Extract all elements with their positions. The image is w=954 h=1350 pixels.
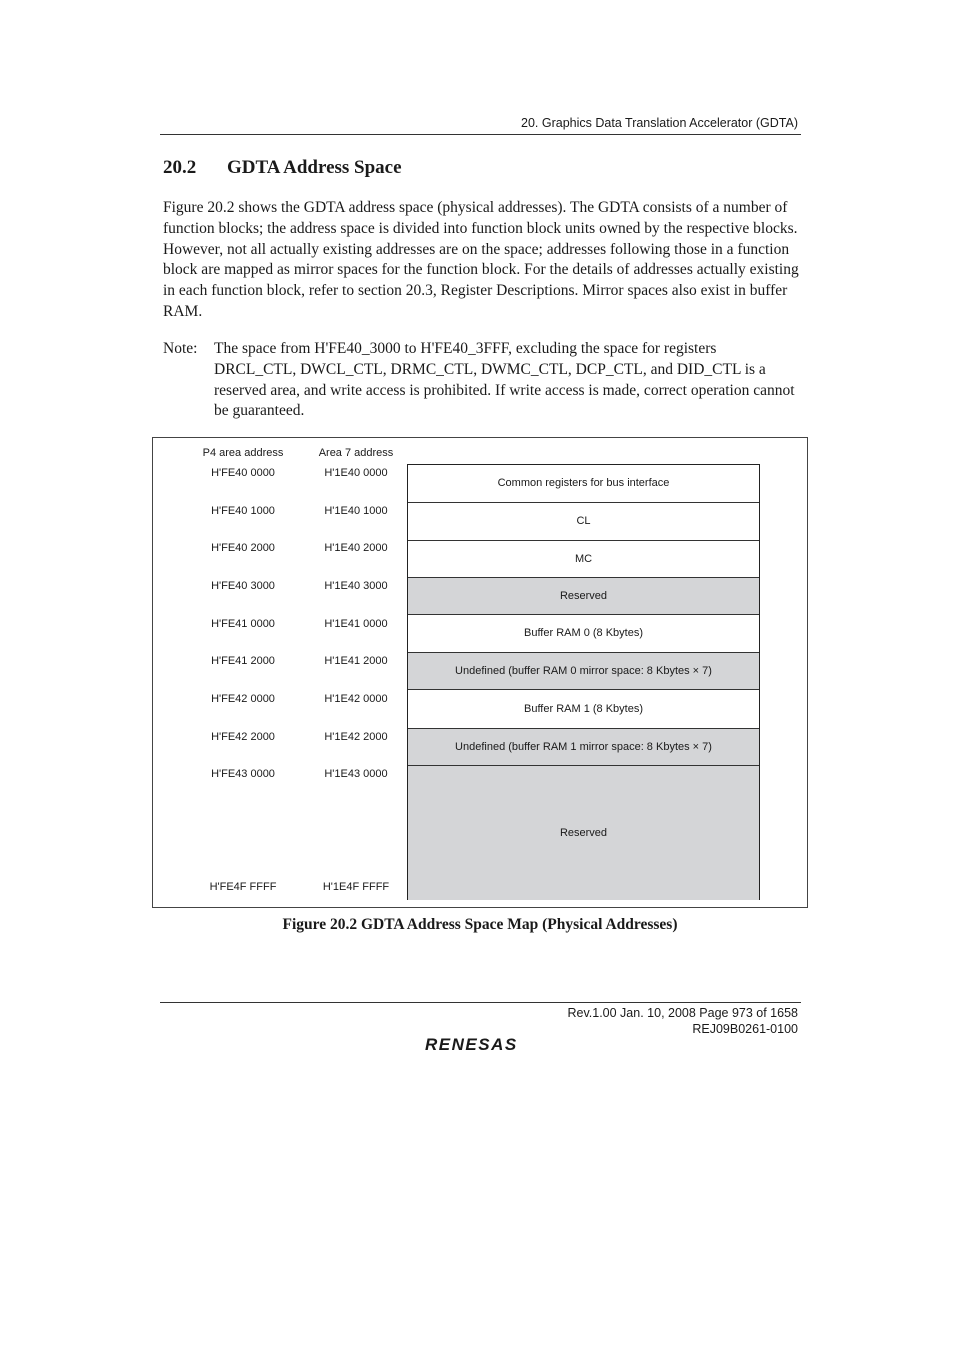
revision-info: Rev.1.00 Jan. 10, 2008 Page 973 of 1658	[567, 1006, 798, 1020]
address-block	[408, 540, 759, 577]
address-block	[408, 577, 759, 614]
address-block-label: MC	[574, 552, 593, 565]
p4-address-label: H'FE40 1000	[211, 505, 275, 517]
header-rule	[160, 134, 801, 135]
area7-address-label: H'1E40 1000	[324, 505, 388, 517]
address-block-label: Reserved	[559, 589, 608, 602]
address-block	[408, 502, 759, 540]
running-header: 20. Graphics Data Translation Accelerator (GDTA)	[521, 116, 798, 130]
address-block	[408, 689, 759, 728]
renesas-logo-text: RENESAS	[425, 1035, 518, 1054]
p4-address-label: H'FE41 0000	[211, 618, 275, 630]
figure-caption: Figure 20.2 GDTA Address Space Map (Physical Addresses)	[282, 916, 678, 933]
address-block-label: Undefined (buffer RAM 1 mirror space: 8 Kbytes × 7)	[455, 740, 712, 753]
document-number: REJ09B0261-0100	[692, 1021, 798, 1036]
address-space-map	[407, 464, 760, 900]
p4-address-label: H'FE43 0000	[211, 768, 275, 780]
address-block-label: Common registers for bus interface	[497, 476, 670, 489]
address-block-label: Undefined (buffer RAM 0 mirror space: 8 Kbytes × 7)	[455, 664, 712, 677]
p4-address-label: H'FE42 0000	[211, 693, 275, 705]
area7-address-label: H'1E40 0000	[324, 467, 388, 479]
intro-paragraph: Figure 20.2 shows the GDTA address space (physical addresses). The GDTA consists of a number of function blocks; the address space is divided into function block units owned by the respective blocks. However, not all actually existing addresses are on the space; addresses following those in a function block are mapped as mirror spaces for the function block. For the details of addresses actually existing in each function block, refer to section 20.3, Register Descriptions. Mirror spaces also exist in buffer RAM.	[163, 199, 799, 320]
area7-address-label: H'1E41 2000	[324, 655, 388, 667]
area7-address-header: Area 7 address	[318, 447, 394, 459]
renesas-logo	[423, 1033, 543, 1055]
p4-address-label: H'FE40 3000	[211, 580, 275, 592]
address-block	[408, 765, 759, 900]
note-text: The space from H'FE40_3000 to H'FE40_3FFF, excluding the space for registers DRCL_CTL, DWCL_CTL, DRMC_CTL, DWMC_CTL, DCP_CTL, and DID_CTL is a reserved area, and write access is prohibited. If write access is made, correct operation cannot be guaranteed.	[214, 340, 795, 420]
p4-address-label: H'FE4F FFFF	[209, 881, 277, 893]
address-block-label: CL	[576, 515, 591, 527]
address-block	[408, 728, 759, 765]
section-title: GDTA Address Space	[227, 157, 402, 178]
section-number: 20.2	[163, 157, 197, 178]
p4-address-label: H'FE41 2000	[211, 655, 275, 667]
area7-address-label: H'1E43 0000	[324, 768, 388, 780]
address-block-label: Reserved	[559, 826, 608, 839]
address-block-label: Buffer RAM 1 (8 Kbytes)	[523, 702, 643, 715]
area7-address-label: H'1E40 3000	[324, 580, 388, 592]
address-block	[408, 614, 759, 652]
p4-address-label: H'FE42 2000	[211, 731, 275, 743]
address-block-label: Buffer RAM 0 (8 Kbytes)	[523, 627, 643, 639]
area7-address-label: H'1E41 0000	[324, 618, 388, 630]
section-heading	[163, 157, 402, 179]
area7-address-label: H'1E42 2000	[324, 731, 388, 743]
area7-address-label: H'1E4F FFFF	[322, 881, 390, 893]
note-label: Note:	[163, 340, 198, 357]
footer-rule	[160, 1002, 801, 1003]
area7-address-label: H'1E42 0000	[324, 693, 388, 705]
p4-area-address-header: P4 area address	[202, 447, 284, 459]
area7-address-label: H'1E40 2000	[324, 542, 388, 554]
address-block	[408, 652, 759, 689]
p4-address-label: H'FE40 2000	[211, 542, 275, 554]
address-block	[408, 464, 759, 502]
note	[163, 339, 799, 422]
p4-address-label: H'FE40 0000	[211, 467, 275, 479]
